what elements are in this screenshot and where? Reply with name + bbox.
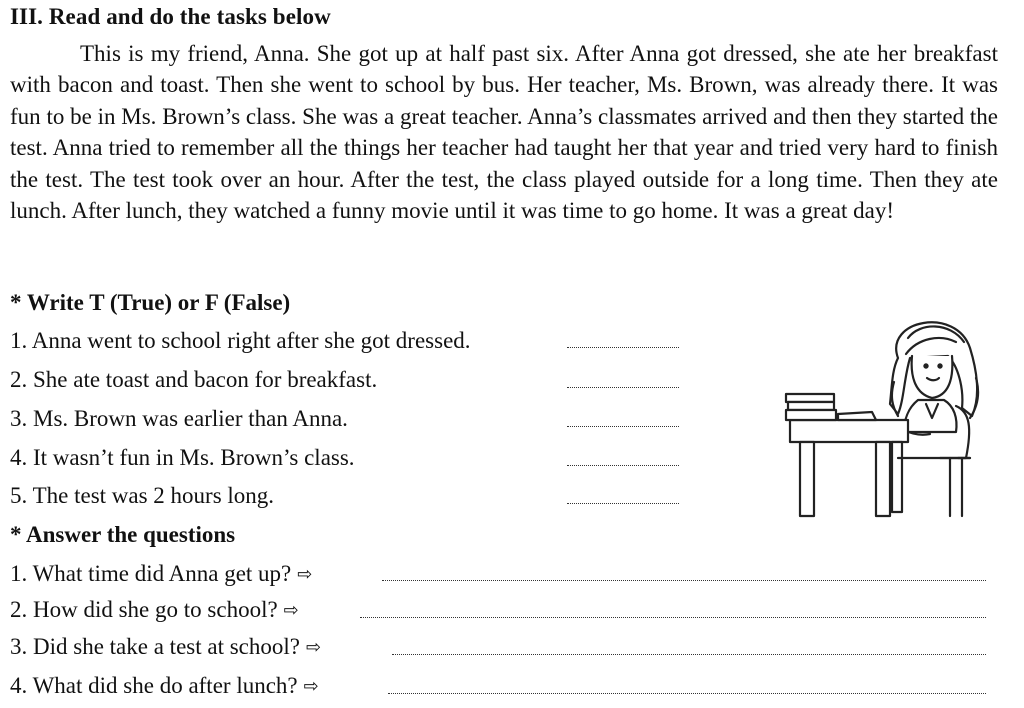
question-text: 4. What did she do after lunch? <box>10 673 298 698</box>
arrow-right-icon: ⇨ <box>297 564 313 585</box>
question-text: 1. What time did Anna get up? <box>10 561 292 586</box>
arrow-right-icon: ⇨ <box>305 637 322 658</box>
reading-passage: This is my friend, Anna. She got up at half past six. After Anna got dressed, she ate her breakfast with bacon and toast. Then she went to school by bus. Her teacher, Ms. Brown, was already there. It was fun to be in Ms. Brown’s class. She was a great teacher. Anna’s classmates arrived and then they started the test. Anna tried to remember all the things her teacher had taught her that year and tried very hard to finish the test. The test took over an hour. After the test, the class played outside for a long time. Then they ate lunch. After lunch, they watched a funny movie until it was time to go home. It was a great day! <box>10 41 998 224</box>
tf-answer-blank[interactable] <box>567 345 679 348</box>
answer-blank[interactable] <box>360 615 986 618</box>
question-text: 3. Did she take a test at school? <box>10 634 300 659</box>
question-text: 2. How did she go to school? <box>10 597 278 622</box>
tf-answer-blank[interactable] <box>567 501 679 504</box>
answer-blank[interactable] <box>392 652 986 655</box>
tf-answer-blank[interactable] <box>567 463 679 466</box>
question-item <box>10 561 312 587</box>
question-item <box>10 673 319 699</box>
arrow-right-icon: ⇨ <box>303 676 319 697</box>
girl-at-desk-icon <box>780 308 986 520</box>
question-item <box>10 597 299 623</box>
tf-statement: 2. She ate toast and bacon for breakfast. <box>10 367 378 392</box>
tf-answer-blank[interactable] <box>567 385 679 388</box>
answer-blank[interactable] <box>388 691 986 694</box>
section-heading: III. Read and do the tasks below <box>10 4 331 29</box>
tf-statement: 1. Anna went to school right after she got dressed. <box>10 328 471 353</box>
true-false-title: * Write T (True) or F (False) <box>10 290 291 315</box>
question-item <box>10 634 321 660</box>
tf-answer-blank[interactable] <box>567 424 679 427</box>
tf-statement: 4. It wasn’t fun in Ms. Brown’s class. <box>10 445 355 470</box>
tf-statement: 3. Ms. Brown was earlier than Anna. <box>10 406 348 431</box>
answer-blank[interactable] <box>382 578 986 581</box>
tf-statement: 5. The test was 2 hours long. <box>10 483 275 508</box>
arrow-right-icon: ⇨ <box>283 600 299 621</box>
questions-title: * Answer the questions <box>10 522 236 547</box>
